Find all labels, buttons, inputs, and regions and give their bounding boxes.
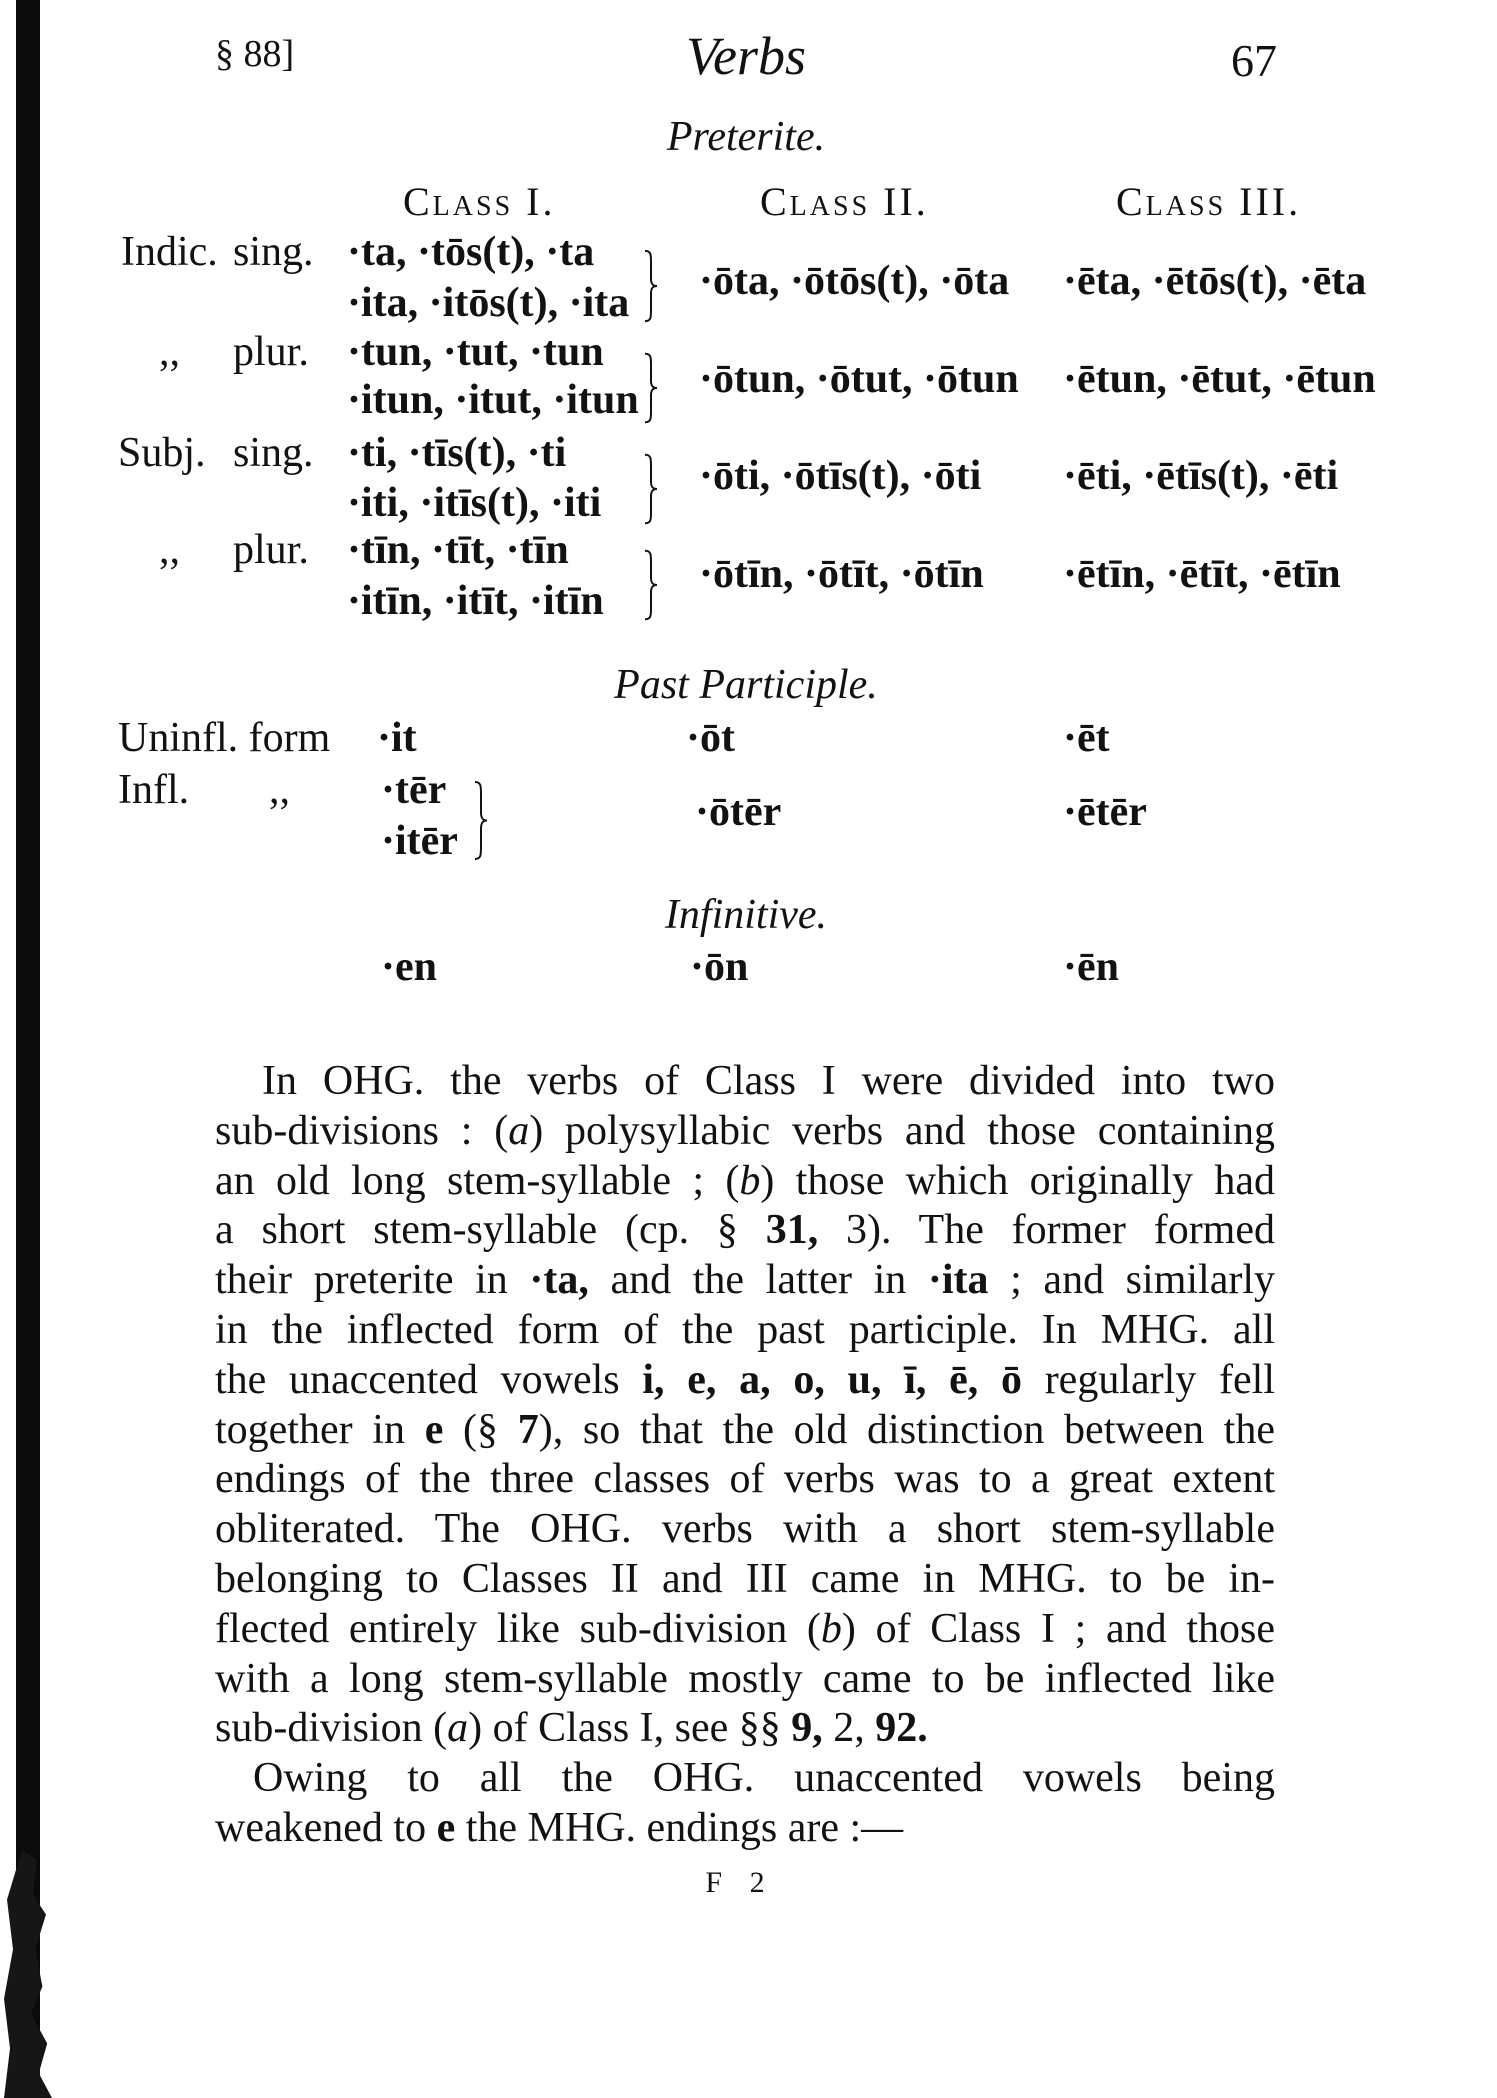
text-segment: weakened to [215,1804,437,1851]
body-line [215,1256,1275,1306]
body-line [215,1206,1275,1256]
body-line [215,1804,1275,1854]
italic-letter: b [820,1605,842,1652]
text-segment: 3). The former formed [818,1207,1275,1254]
bold-reference: 9, [791,1705,823,1752]
class-header-1: Class I. [403,179,556,224]
right-brace-icon [643,352,659,424]
text-segment: in the inflected form of the past participle. In MHG. all [215,1306,1275,1353]
body-line [215,1356,1275,1406]
italic-letter: b [739,1157,761,1204]
italic-letter: a [508,1107,530,1154]
body-line [215,1107,1275,1157]
class-2-ending: ·ōn [690,944,749,990]
section-reference: § 88] [215,33,295,75]
body-line [215,1754,1275,1804]
text-segment: flected entirely like sub-division ( [215,1605,821,1652]
class-3-ending: ·ētīn, ·ētīt, ·ētīn [1063,551,1341,597]
ditto-mark: ,, [159,329,180,375]
class-1-ending: ·tēr [381,767,447,813]
ditto-mark: ,, [269,767,290,813]
preterite-heading: Preterite. [666,114,826,160]
inflected-label: Infl. [118,767,190,813]
text-segment: the MHG. endings are :— [455,1804,904,1851]
right-brace-icon [643,453,659,525]
page-number: 67 [1231,35,1277,86]
class-header-3: Class III. [1116,179,1302,224]
text-segment: regularly fell [1021,1356,1275,1403]
class-2-ending: ·ōtēr [695,789,782,835]
class-1-ending: ·itēr [381,818,458,864]
text-segment: endings of the three classes of verbs was to a great extent [215,1456,1275,1503]
text-segment: ; and similarly [988,1257,1275,1304]
class-3-ending: ·ēta, ·ētōs(t), ·ēta [1063,258,1367,304]
bold-reference: 92. [875,1705,928,1752]
scan-binding-shadow [16,0,40,2098]
text-segment: ) of Class I ; and those [841,1605,1275,1652]
class-3-ending: ·ēn [1063,944,1120,990]
class-3-ending: ·ēti, ·ētīs(t), ·ēti [1063,453,1339,499]
row-mood-label: Subj. [118,430,206,476]
text-segment: Owing to all the OHG. unaccented vowels being [253,1755,1275,1802]
class-1-ending: ·itīn, ·itīt, ·itīn [347,578,604,624]
text-segment: ) those which originally had [760,1157,1275,1204]
class-1-ending: ·ita, ·itōs(t), ·ita [347,280,630,326]
right-brace-icon [643,249,659,323]
italic-letter: a [447,1705,469,1752]
past-participle-heading: Past Participle. [614,662,878,708]
text-segment: an old long stem-syllable ; ( [215,1157,740,1204]
body-text [215,1057,1275,1854]
body-line [215,1655,1275,1705]
text-segment: obliterated. The OHG. verbs with a short stem-syllable [215,1506,1275,1553]
row-number-label: plur. [233,329,309,375]
class-3-ending: ·ēt [1063,715,1110,761]
body-line [215,1057,1275,1107]
bold-form: e [424,1406,444,1453]
right-brace-icon [473,780,489,861]
right-brace-icon [643,549,659,621]
class-1-ending: ·ti, ·tīs(t), ·ti [347,430,567,476]
body-line [215,1157,1275,1207]
infinitive-heading: Infinitive. [664,892,828,938]
text-segment: ) polysyllabic verbs and those containing [529,1107,1275,1154]
class-1-ending: ·ta, ·tōs(t), ·ta [347,229,595,275]
body-line [215,1455,1275,1505]
ditto-mark: ,, [159,527,180,573]
row-number-label: plur. [233,527,309,573]
class-2-ending: ·ōta, ·ōtōs(t), ·ōta [699,258,1010,304]
text-segment: together in [215,1406,425,1453]
text-segment: sub-divisions : ( [215,1107,509,1154]
bold-form: i, e, a, o, u, ī, ē, ō [642,1356,1022,1403]
text-segment: belonging to Classes II and III came in MHG. to be in- [215,1555,1275,1602]
body-line [215,1505,1275,1555]
class-1-ending: ·tun, ·tut, ·tun [347,329,604,375]
row-number-label: sing. [233,430,314,476]
text-segment: (§ [443,1406,518,1453]
body-line [215,1555,1275,1605]
row-mood-label: Indic. [121,229,218,275]
class-2-ending: ·ōtun, ·ōtut, ·ōtun [699,356,1019,402]
class-1-ending: ·tīn, ·tīt, ·tīn [347,527,569,573]
text-segment: with a long stem-syllable mostly came to be inflected like [215,1655,1275,1702]
text-segment: In OHG. the verbs of Class I were divided into two [262,1058,1275,1104]
bold-reference: 31, [765,1207,819,1254]
class-3-ending: ·ētun, ·ētut, ·ētun [1063,356,1376,402]
class-2-ending: ·ōt [686,715,735,761]
body-line [215,1406,1275,1456]
class-1-ending: ·en [381,944,438,990]
class-2-ending: ·ōtīn, ·ōtīt, ·ōtīn [699,551,984,597]
class-header-2: Class II. [760,179,929,224]
bold-form: ·ta, [529,1257,589,1304]
text-segment: the unaccented vowels [215,1356,643,1403]
class-1-ending: ·it [377,715,417,761]
body-line [215,1605,1275,1655]
text-segment: ) of Class I, see §§ [468,1705,792,1752]
text-segment: a short stem-syllable (cp. § [215,1207,766,1254]
body-line [215,1306,1275,1356]
running-title: Verbs [686,26,806,86]
class-2-ending: ·ōti, ·ōtīs(t), ·ōti [699,453,982,499]
signature-mark: F 2 [705,1866,775,1899]
class-3-ending: ·ētēr [1063,789,1147,835]
text-segment: 2, [822,1705,876,1752]
text-segment: ), so that the old distinction between the [538,1406,1275,1453]
uninflected-label: Uninfl. form [118,715,331,761]
bold-form: e [436,1804,456,1851]
row-number-label: sing. [233,229,314,275]
text-segment: sub-division ( [215,1705,448,1752]
bold-form: ·ita [927,1257,989,1304]
class-1-ending: ·itun, ·itut, ·itun [347,377,639,423]
body-line [215,1704,1275,1754]
bold-reference: 7 [517,1406,539,1453]
text-segment: their preterite in [215,1257,530,1304]
text-segment: and the latter in [588,1257,928,1304]
class-1-ending: ·iti, ·itīs(t), ·iti [347,480,602,526]
